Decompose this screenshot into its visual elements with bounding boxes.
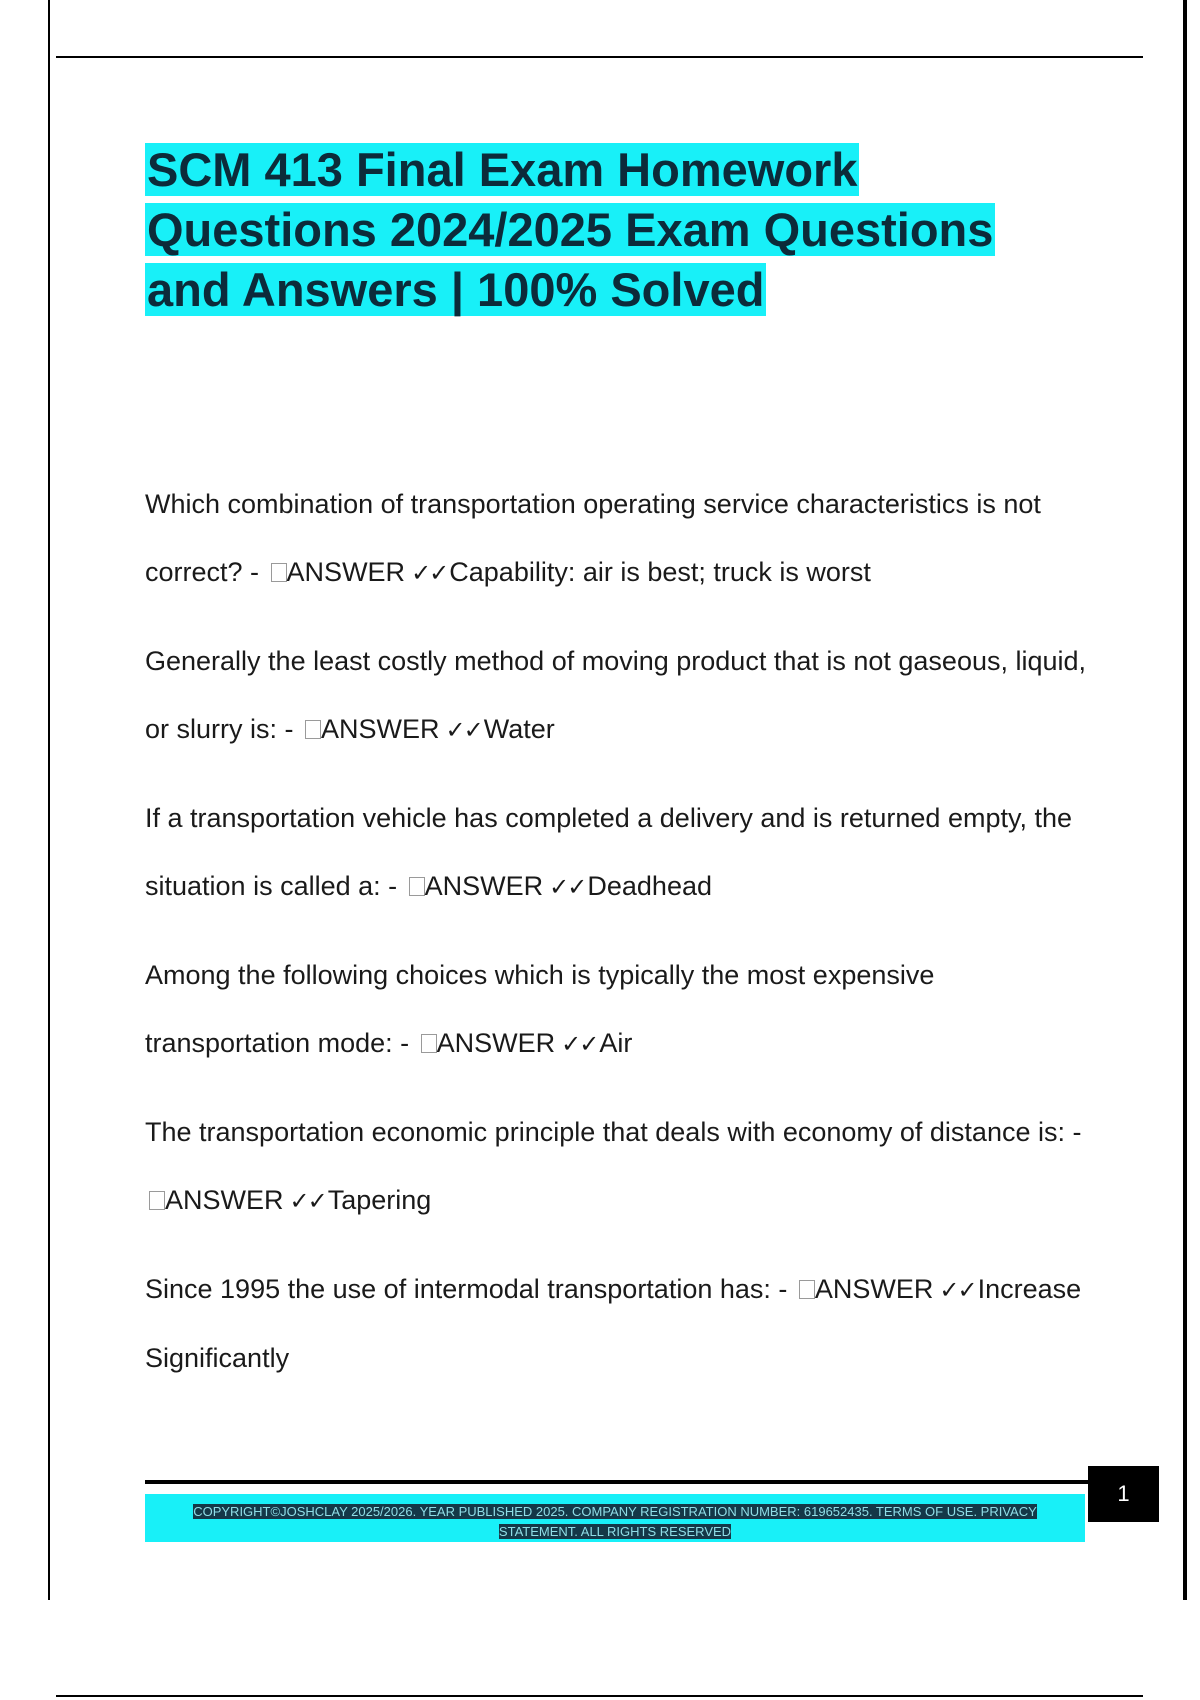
- qa-item: [145, 1255, 1105, 1392]
- answer-marker: ANSWER: [286, 557, 406, 587]
- footer-copyright-band: [145, 1494, 1085, 1542]
- empty-box-icon: [149, 1191, 165, 1210]
- empty-box-icon: [799, 1280, 815, 1299]
- footer-copyright-line: COPYRIGHT©JOSHCLAY 2025/2026. YEAR PUBLISHED 2025. COMPANY REGISTRATION NUMBER: 619652435. TERMS OF USE. PRIVACY: [193, 1504, 1037, 1519]
- answer-marker: ANSWER: [814, 1274, 934, 1304]
- page-border-left: [48, 0, 50, 1600]
- empty-box-icon: [421, 1034, 437, 1053]
- answer-marker: ANSWER: [424, 871, 544, 901]
- qa-item: [145, 627, 1105, 764]
- answer-marker: ANSWER: [165, 1185, 284, 1215]
- answer-marker: ANSWER: [436, 1028, 556, 1058]
- empty-box-icon: [271, 563, 287, 582]
- title-line: Questions 2024/2025 Exam Questions: [147, 203, 994, 256]
- document-title: [145, 140, 1045, 320]
- answer-text: Capability: air is best; truck is worst: [449, 557, 871, 587]
- next-page-rule: [56, 1695, 1143, 1697]
- answer-marker: ANSWER: [321, 714, 440, 744]
- header-rule: [56, 56, 1143, 58]
- empty-box-icon: [409, 877, 425, 896]
- answer-text: Air: [599, 1028, 633, 1058]
- question-text: If a transportation vehicle has completed a delivery and is returned empty, the situation is called a: -: [145, 803, 1073, 901]
- check-icon: ✓✓: [561, 1030, 598, 1058]
- qa-item: [145, 941, 1105, 1078]
- title-line: and Answers | 100% Solved: [147, 263, 765, 316]
- qa-item: [145, 1098, 1105, 1235]
- check-icon: ✓✓: [445, 716, 482, 744]
- empty-box-icon: [305, 720, 321, 739]
- check-icon: ✓✓: [411, 559, 448, 587]
- question-answer-list: [145, 470, 1105, 1412]
- answer-text: Deadhead: [587, 871, 712, 901]
- question-text: The transportation economic principle that deals with economy of distance is: -: [145, 1117, 1082, 1147]
- title-line: SCM 413 Final Exam Homework: [147, 143, 858, 196]
- page-border-right: [1183, 0, 1187, 1600]
- check-icon: ✓✓: [939, 1276, 976, 1304]
- question-text: Which combination of transportation operating service characteristics is not correct? -: [145, 489, 1041, 587]
- footer-copyright: [175, 1502, 1055, 1542]
- footer-copyright-line: STATEMENT. ALL RIGHTS RESERVED: [498, 1524, 732, 1539]
- qa-item: [145, 784, 1105, 921]
- qa-item: [145, 470, 1105, 607]
- answer-text: Tapering: [327, 1185, 432, 1215]
- check-icon: ✓✓: [289, 1187, 326, 1215]
- answer-text: Increase Significantly: [145, 1274, 1082, 1373]
- page-number: 1: [1088, 1466, 1159, 1522]
- answer-text: Water: [483, 714, 555, 744]
- footer-rule: [145, 1480, 1090, 1484]
- question-text: Among the following choices which is typically the most expensive transportation mode: -: [145, 960, 935, 1058]
- check-icon: ✓✓: [549, 873, 586, 901]
- question-text: Generally the least costly method of moving product that is not gaseous, liquid, or slurry is: -: [145, 646, 1087, 744]
- question-text: Since 1995 the use of intermodal transportation has: -: [145, 1274, 788, 1304]
